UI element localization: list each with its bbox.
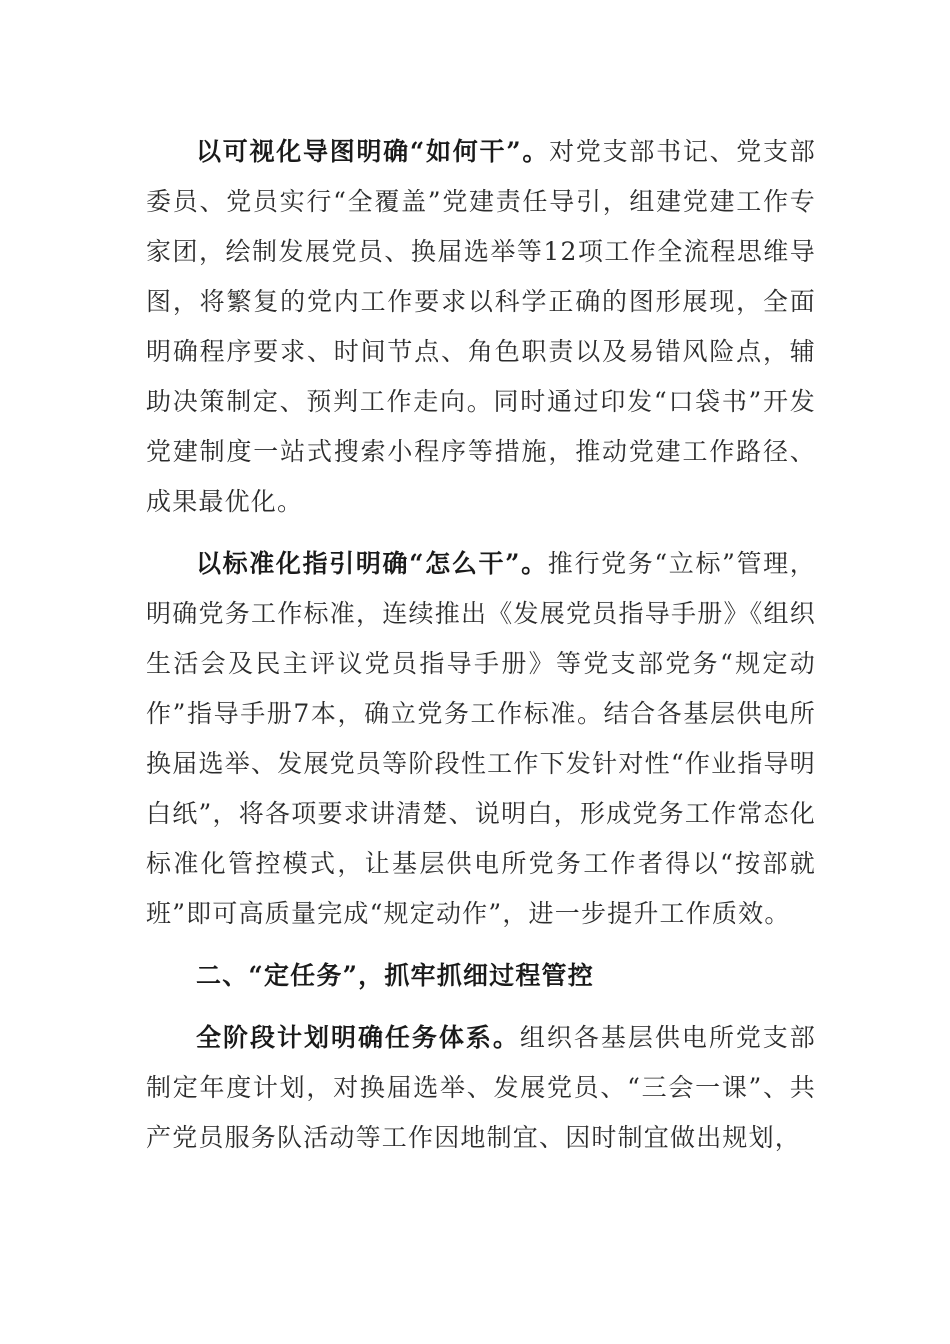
paragraph-lead: 以可视化导图明确“如何干”。 — [196, 137, 550, 166]
paragraph-text: 对党支部书记、党支部委员、党员实行“全覆盖”党建责任导引，组建党建工作专家团，绘制发展党员、换届选举等12项工作全流程思维导图，将繁复的党内工作要求以科学正确的图形展现，全面明确程序要求、时间节点、角色职责以及易错风险点，辅助决策制定、预判工作走向。同时通过印发“口袋书”开发党建制度一站式搜索小程序等措施，推动党建工作路径、成果最优化。 — [146, 137, 816, 516]
paragraph-gap — [146, 1001, 816, 1013]
paragraph-lead: 全阶段计划明确任务体系。 — [196, 1023, 520, 1052]
paragraph-standard-guide — [146, 539, 816, 939]
document-body — [146, 127, 816, 1163]
section-heading: 二、“定任务”，抓牢抓细过程管控 — [196, 961, 594, 990]
paragraph-visual-guide — [146, 127, 816, 527]
paragraph-lead: 以标准化指引明确“怎么干”。 — [196, 549, 548, 578]
paragraph-text: 推行党务“立标”管理，明确党务工作标准，连续推出《发展党员指导手册》《组织生活会及民主评议党员指导手册》等党支部党务“规定动作”指导手册7本，确立党务工作标准。结合各基层供电所换届选举、发展党员等阶段性工作下发针对性“作业指导明白纸”，将各项要求讲清楚、说明白，形成党务工作常态化标准化管控模式，让基层供电所党务工作者得以“按部就班”即可高质量完成“规定动作”，进一步提升工作质效。 — [146, 549, 817, 928]
paragraph-text: 组织各基层供电所党支部制定年度计划，对换届选举、发展党员、“三会一课”、共产党员服务队活动等工作因地制宜、因时制宜做出规划， — [146, 1023, 816, 1152]
paragraph-gap — [146, 527, 816, 539]
paragraph-task-system — [146, 1013, 816, 1163]
paragraph-gap — [146, 939, 816, 951]
